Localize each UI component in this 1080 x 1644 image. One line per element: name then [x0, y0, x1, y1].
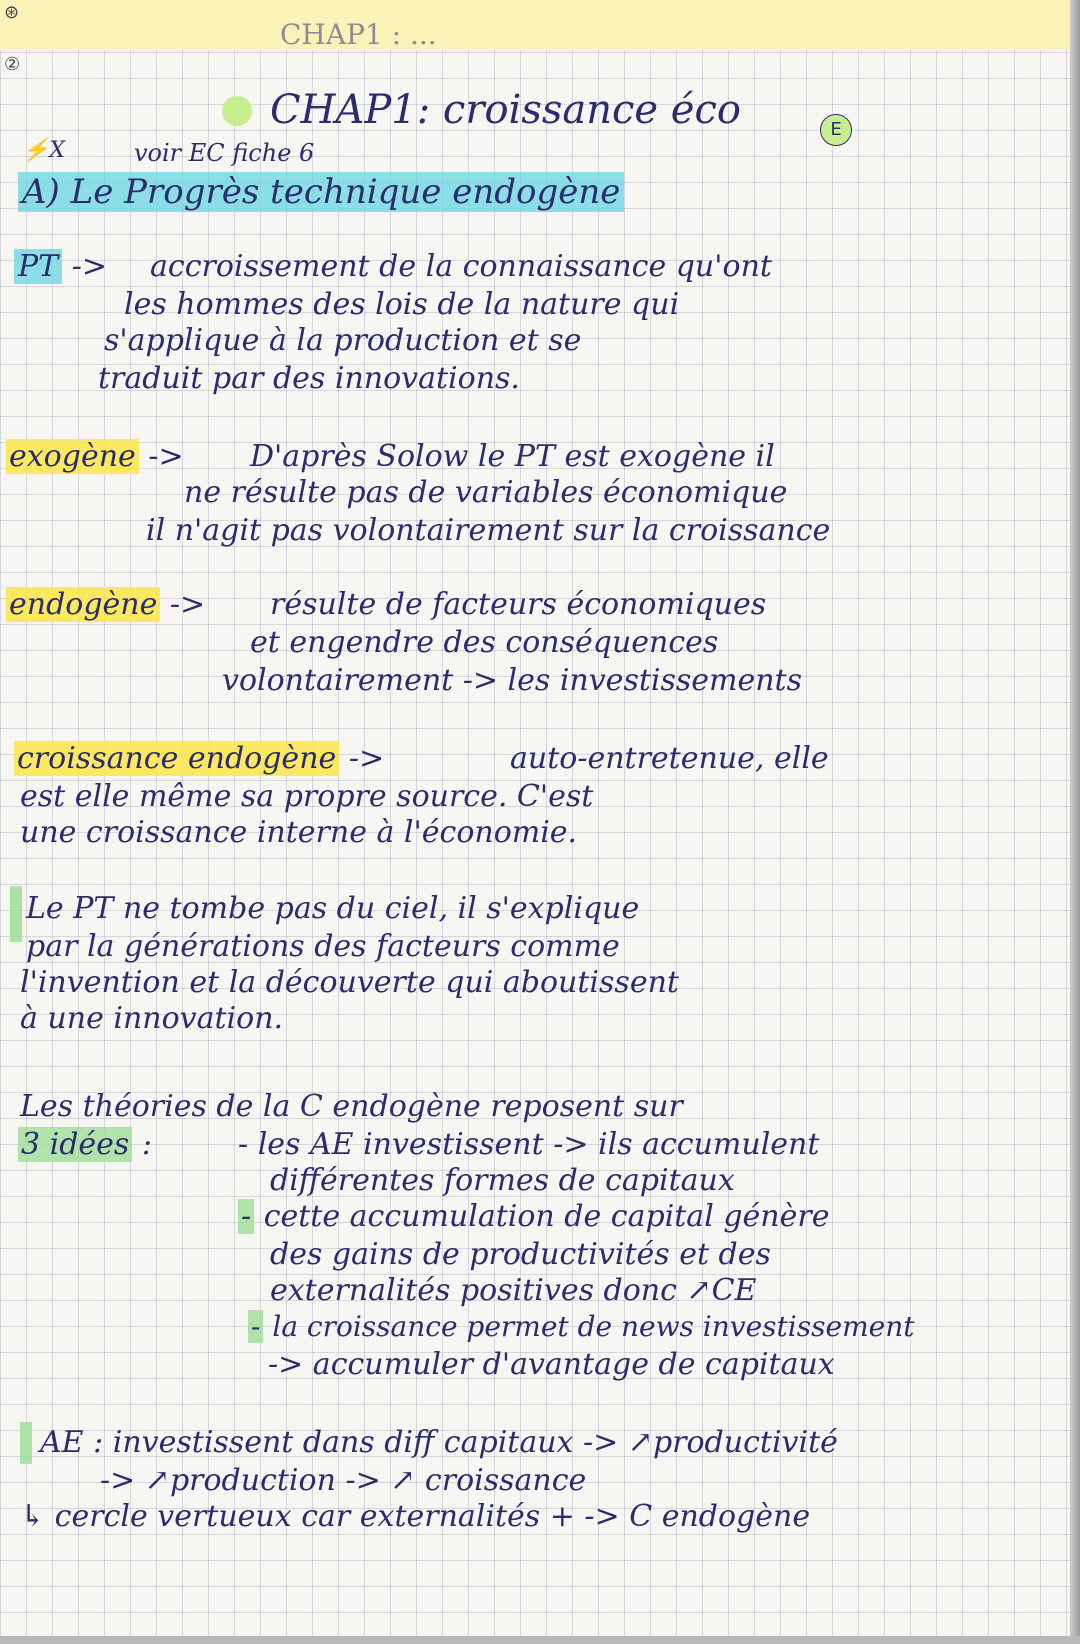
- exogene-line-1: D'après Solow le PT est exogène il: [250, 439, 775, 474]
- endogene-line-3: volontairement -> les investissements: [222, 663, 803, 698]
- green-margin-bar-summary: [20, 1422, 32, 1464]
- pt-line-4: traduit par des innovations.: [98, 361, 520, 396]
- page-edge: [1070, 0, 1080, 1644]
- summary-line-3: ↳ cercle vertueux car externalités + -> C endogène: [20, 1499, 811, 1534]
- term-endogene: endogène ->: [6, 588, 205, 622]
- endogene-line-1: résulte de facteurs économiques: [270, 587, 767, 622]
- pt-line-2: les hommes des lois de la nature qui: [124, 287, 680, 322]
- section-heading: [18, 172, 624, 212]
- green-dot-icon: [222, 96, 252, 126]
- endogene-line-2: et engendre des conséquences: [250, 625, 719, 660]
- idea-2-line-3: externalités positives donc ↗CE: [270, 1273, 757, 1308]
- pt-paragraph-line-3: l'invention et la découverte qui aboutissent: [20, 965, 679, 1000]
- theories-label: 3 idées :: [18, 1128, 152, 1162]
- idea-3-line-1: - la croissance permet de news investissement: [248, 1310, 914, 1344]
- ref-marks: ⚡X: [22, 138, 66, 163]
- idea-2-line-2: des gains de productivités et des: [270, 1237, 771, 1272]
- pt-paragraph-line-4: à une innovation.: [20, 1001, 284, 1036]
- pt-line-3: s'applique à la production et se: [104, 323, 582, 358]
- term-exogene: exogène ->: [6, 440, 184, 474]
- idea-1-line-2: différentes formes de capitaux: [270, 1163, 735, 1198]
- title-badge: E: [820, 114, 852, 146]
- term-pt: PT ->: [14, 250, 107, 284]
- page-title: CHAP1: croissance éco: [270, 87, 741, 133]
- term-croissance-endogene: croissance endogène ->: [14, 742, 384, 776]
- idea-1-line-1: - les AE investissent -> ils accumulent: [238, 1127, 820, 1162]
- green-margin-bar: [10, 886, 22, 942]
- pt-line-1: accroissement de la connaissance qu'ont: [150, 249, 772, 284]
- theories-intro: Les théories de la C endogène reposent sur: [20, 1089, 683, 1124]
- idea-2-line-1: - cette accumulation de capital génère: [238, 1200, 829, 1234]
- exogene-line-2: ne résulte pas de variables économique: [184, 475, 788, 510]
- page-number-mark: ②: [4, 54, 21, 75]
- corner-mark-icon: ⊛: [4, 2, 20, 23]
- summary-line-2: -> ↗production -> ↗ croissance: [100, 1463, 587, 1498]
- exogene-line-3: il n'agit pas volontairement sur la croissance: [146, 513, 831, 548]
- pt-paragraph-line-1: Le PT ne tombe pas du ciel, il s'explique: [26, 891, 640, 926]
- ref-text: voir EC fiche 6: [134, 139, 315, 167]
- croissance-line-1: auto-entretenue, elle: [510, 741, 829, 776]
- pt-paragraph-line-2: par la générations des facteurs comme: [26, 929, 620, 964]
- croissance-line-3: une croissance interne à l'économie.: [20, 815, 578, 850]
- page-bottom-edge: [0, 1636, 1080, 1644]
- section-heading-text: A) Le Progrès technique endogène: [18, 172, 624, 212]
- header-cut-text: CHAP1 : ...: [280, 18, 437, 51]
- idea-3-line-2: -> accumuler d'avantage de capitaux: [268, 1347, 835, 1382]
- summary-line-1: AE : investissent dans diff capitaux -> ↗productivité: [40, 1425, 838, 1460]
- croissance-line-2: est elle même sa propre source. C'est: [20, 779, 594, 814]
